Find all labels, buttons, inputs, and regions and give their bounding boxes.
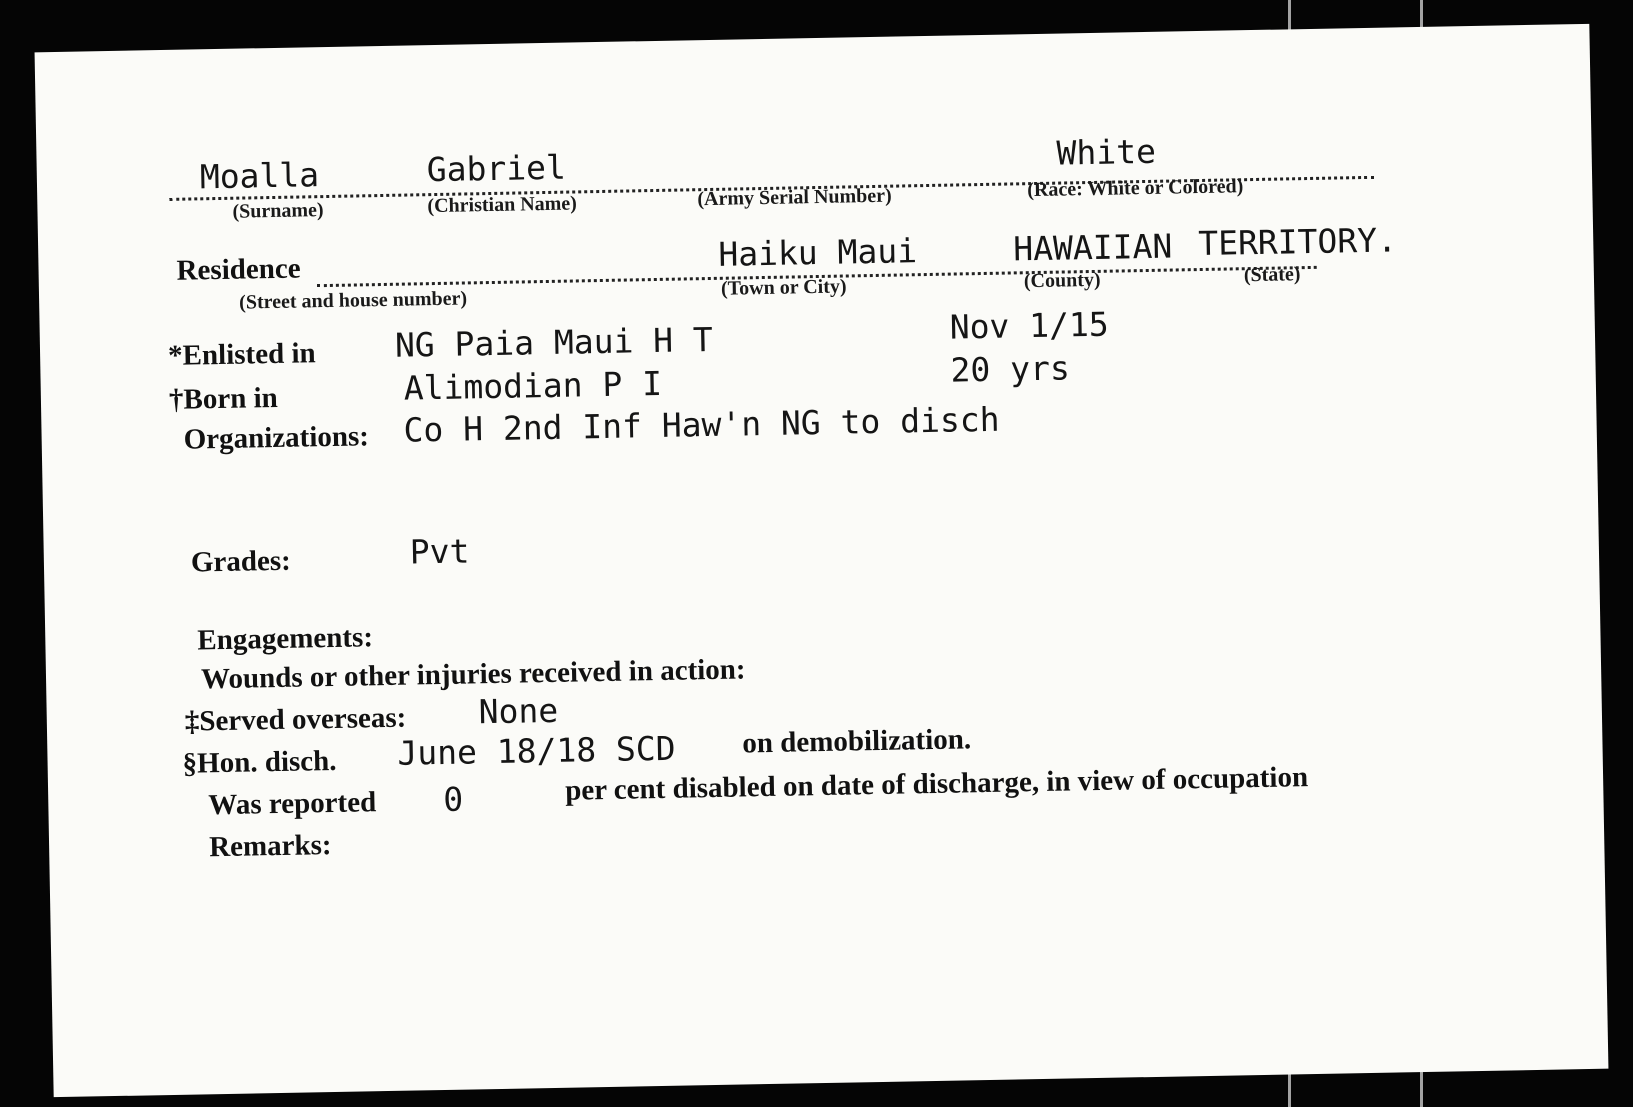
engagements-label: Engagements: <box>197 621 374 657</box>
wounds-label: Wounds or other injuries received in action: <box>200 653 746 696</box>
was-reported-label: Was reported <box>208 786 377 822</box>
grades-label: Grades: <box>190 544 292 579</box>
enlisted-place-value: NG Paia Maui H T <box>394 319 714 365</box>
christian-name-value: Gabriel <box>426 147 567 190</box>
disability-percent-value: 0 <box>442 779 464 819</box>
remarks-label: Remarks: <box>208 829 332 864</box>
race-value: White <box>1056 131 1157 173</box>
born-label: †Born in <box>168 381 279 416</box>
street-caption: (Street and house number) <box>238 287 468 314</box>
served-overseas-value: None <box>478 690 559 732</box>
race-caption: (Race: White or Colored) <box>1027 175 1244 202</box>
christian-name-caption: (Christian Name) <box>427 192 578 218</box>
residence-label: Residence <box>176 252 301 287</box>
surname-caption: (Surname) <box>232 199 324 223</box>
residence-state-value: TERRITORY. <box>1197 220 1398 264</box>
hon-disch-suffix: on demobilization. <box>742 723 972 760</box>
army-serial-caption: (Army Serial Number) <box>697 184 892 211</box>
county-caption: (County) <box>1023 268 1101 293</box>
disability-suffix: per cent disabled on date of discharge, in view of occupation <box>564 761 1309 807</box>
residence-town-value: Haiku Maui <box>718 231 918 274</box>
enlisted-label: *Enlisted in <box>167 337 316 372</box>
state-caption: (State) <box>1243 263 1301 287</box>
town-caption: (Town or City) <box>720 275 847 300</box>
enlisted-date-value: Nov 1/15 <box>949 304 1110 347</box>
residence-county-value: HAWAIIAN <box>1012 226 1173 269</box>
born-place-value: Alimodian P I <box>403 363 663 408</box>
grades-value: Pvt <box>409 531 470 572</box>
surname-value: Moalla <box>199 155 320 197</box>
served-overseas-label: ‡Served overseas: <box>184 701 407 738</box>
organizations-value: Co H 2nd Inf Haw'n NG to disch <box>403 399 1000 450</box>
hon-disch-value: June 18/18 SCD <box>397 728 676 773</box>
born-age-value: 20 yrs <box>950 348 1071 390</box>
hon-disch-label: §Hon. disch. <box>182 744 337 780</box>
organizations-label: Organizations: <box>183 420 370 456</box>
service-record-card <box>35 24 1609 1097</box>
